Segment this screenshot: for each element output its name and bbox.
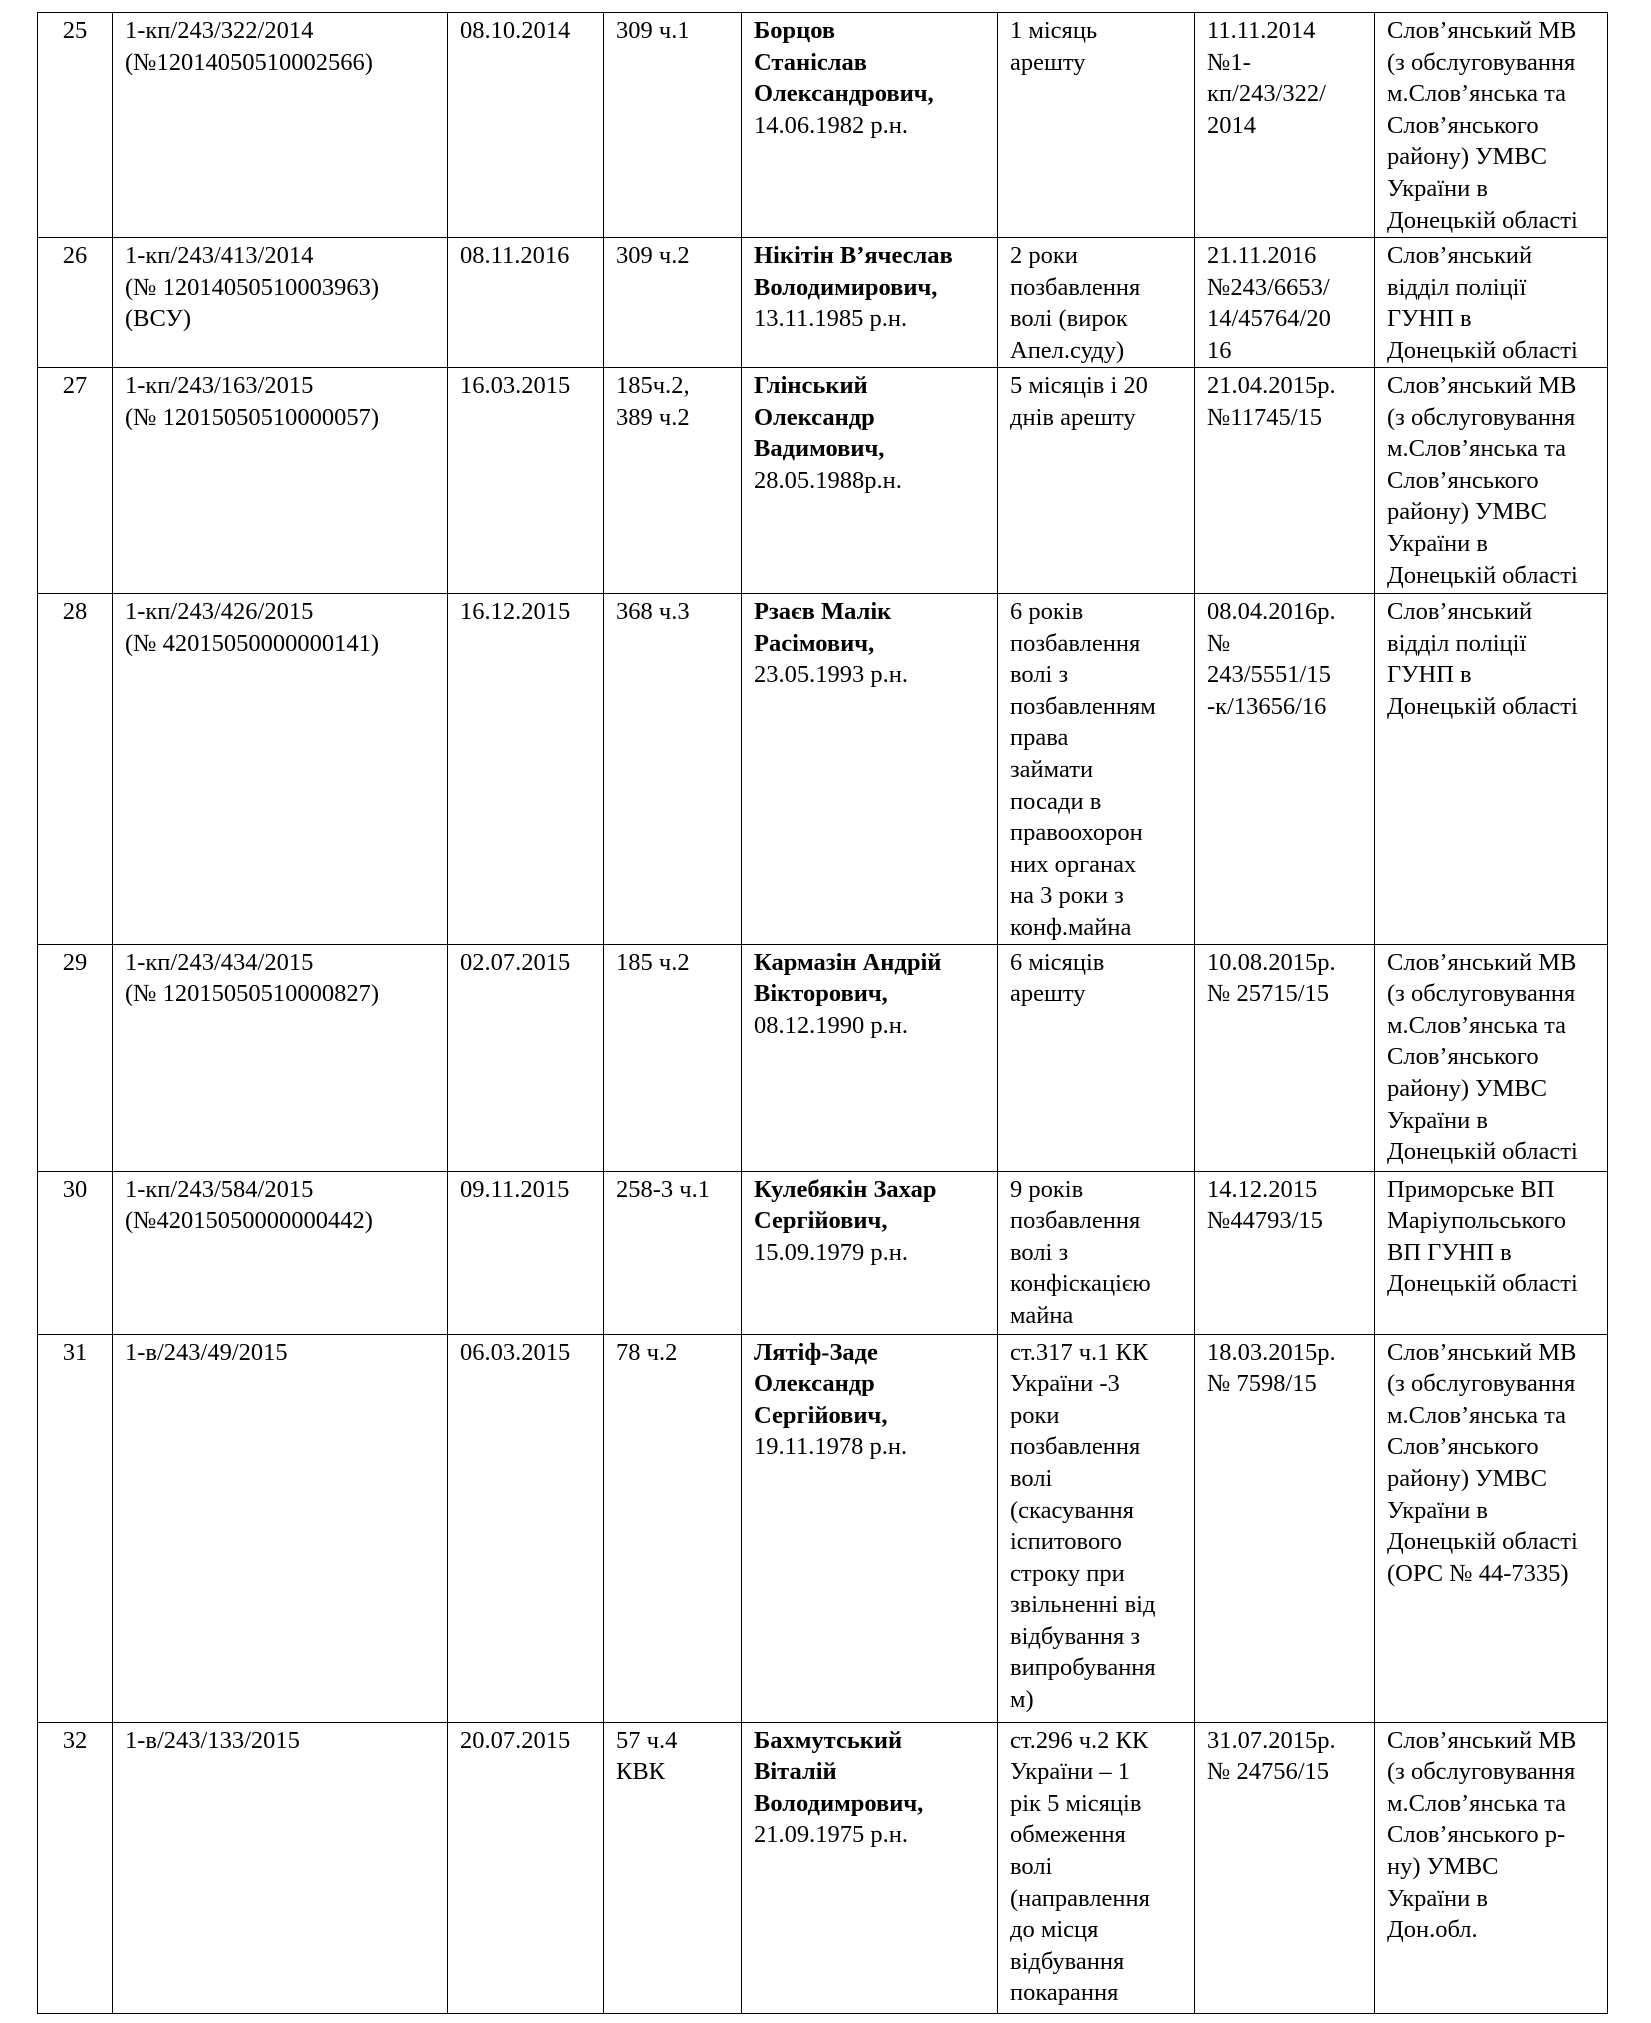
row-number: 28 [38, 594, 113, 945]
birth-date: 28.05.1988р.н. [754, 466, 902, 494]
sentence-line: позбавленням [1010, 692, 1156, 720]
sentence-line: 5 місяців і 20 [1010, 372, 1148, 399]
case-number-line: 1-кп/243/426/2015 [125, 598, 314, 625]
order-reference-line: 14.12.2015 [1207, 1175, 1318, 1203]
police-body-line: Слов’янський [1387, 598, 1533, 625]
defendant-name [742, 1171, 998, 1334]
order-reference-line: № 7598/15 [1207, 1370, 1317, 1398]
article-line: 57 ч.4 [616, 1726, 678, 1754]
defendant-name-line: Бахмутський [754, 1726, 903, 1754]
defendant-name-line: Олександр [754, 1370, 875, 1398]
police-body [1375, 1171, 1608, 1334]
defendant-name-line: Сергійович, [754, 1401, 888, 1429]
police-body [1375, 944, 1608, 1171]
sentence-line: м) [1010, 1686, 1034, 1714]
police-body-line: ГУНП в [1387, 305, 1472, 333]
cases-table [37, 12, 1608, 2014]
article-line: 258-3 ч.1 [616, 1175, 710, 1203]
sentence-line: (направлення [1010, 1884, 1150, 1912]
order-reference-line: 18.03.2015р. [1207, 1338, 1336, 1366]
birth-date: 15.09.1979 р.н. [754, 1238, 908, 1266]
sentence-line: 2 роки [1010, 242, 1078, 269]
police-body-line: Слов’янського [1387, 111, 1539, 139]
table-row [38, 1334, 1608, 1722]
police-body-line: відділ поліції [1387, 629, 1527, 657]
police-body-line: м.Слов’янська та [1387, 1401, 1567, 1429]
police-body-line: Слов’янський МВ [1387, 948, 1577, 976]
order-reference-line: 2014 [1207, 111, 1256, 139]
table-row [38, 1722, 1608, 2013]
defendant-name [742, 1722, 998, 2013]
police-body-line: Слов’янського [1387, 466, 1539, 494]
defendant-name-line: Володимрович, [754, 1789, 924, 1817]
sentence-line: волі [1010, 1464, 1053, 1492]
case-number [113, 238, 448, 368]
defendant-name [742, 238, 998, 368]
table-row [38, 238, 1608, 368]
order-reference-line: 16 [1207, 336, 1232, 364]
sentence-line: позбавлення [1010, 629, 1141, 657]
police-body-line: ГУНП в [1387, 661, 1472, 689]
article [604, 368, 742, 594]
sentence-line: рік 5 місяців [1010, 1789, 1142, 1817]
article-line: 78 ч.2 [616, 1338, 678, 1366]
article-line: 309 ч.1 [616, 17, 690, 44]
row-number: 31 [38, 1334, 113, 1722]
birth-date: 13.11.1985 р.н. [754, 305, 908, 333]
police-body [1375, 1722, 1608, 2013]
verdict-date: 16.12.2015 [448, 594, 604, 945]
police-body-line: району) УМВС [1387, 1464, 1547, 1492]
police-body-line: відділ поліції [1387, 273, 1527, 301]
police-body [1375, 1334, 1608, 1722]
sentence-line: до місця [1010, 1916, 1099, 1944]
case-number-line: (№ 12015050510000057) [125, 403, 380, 431]
police-body-line: (з обслуговування [1387, 980, 1576, 1008]
police-body-line: Слов’янського [1387, 1043, 1539, 1071]
police-body-line: України в [1387, 1884, 1488, 1912]
article [604, 238, 742, 368]
police-body-line: ну) УМВС [1387, 1852, 1499, 1880]
sentence-line: відбування з [1010, 1622, 1141, 1650]
row-number: 26 [38, 238, 113, 368]
defendant-name [742, 594, 998, 945]
article-line: 185ч.2, [616, 372, 690, 399]
sentence [998, 1171, 1195, 1334]
police-body-line: Слов’янський МВ [1387, 1338, 1577, 1366]
article [604, 944, 742, 1171]
defendant-name-line: Станіслав [754, 48, 867, 76]
article-line: 185 ч.2 [616, 948, 690, 976]
order-reference-line: 243/5551/15 [1207, 661, 1331, 689]
police-body-line: Донецькій області [1387, 336, 1578, 364]
article-line: 309 ч.2 [616, 242, 690, 269]
order-reference [1195, 1722, 1375, 2013]
police-body [1375, 368, 1608, 594]
police-body-line: (ОРС № 44-7335) [1387, 1559, 1569, 1587]
sentence-line: на 3 роки з [1010, 882, 1124, 910]
verdict-date: 08.10.2014 [448, 13, 604, 238]
article [604, 1722, 742, 2013]
sentence [998, 594, 1195, 945]
order-reference [1195, 1334, 1375, 1722]
case-number [113, 944, 448, 1171]
case-number [113, 1171, 448, 1334]
sentence-line: права [1010, 724, 1069, 752]
birth-date: 23.05.1993 р.н. [754, 661, 908, 689]
sentence-line: ст.317 ч.1 КК [1010, 1338, 1149, 1366]
defendant-name [742, 13, 998, 238]
police-body-line: Донецькій області [1387, 692, 1578, 720]
order-reference-line: 21.04.2015р. [1207, 372, 1336, 399]
case-number-line: 1-в/243/49/2015 [125, 1338, 288, 1366]
sentence [998, 238, 1195, 368]
police-body-line: України в [1387, 1496, 1488, 1524]
sentence [998, 368, 1195, 594]
order-reference-line: 11.11.2014 [1207, 17, 1316, 44]
case-number-line: (№ 12015050510000827) [125, 980, 380, 1008]
birth-date: 14.06.1982 р.н. [754, 111, 908, 139]
sentence-line: ст.296 ч.2 КК [1010, 1726, 1149, 1754]
police-body-line: м.Слов’янська та [1387, 80, 1567, 108]
defendant-name-line: Нікітін В’ячеслав [754, 242, 953, 269]
case-number-line: 1-кп/243/584/2015 [125, 1175, 314, 1203]
order-reference-line: 21.11.2016 [1207, 242, 1317, 269]
case-number-line: 1-кп/243/322/2014 [125, 17, 314, 44]
police-body-line: Донецькій області [1387, 206, 1578, 234]
case-number [113, 1334, 448, 1722]
case-number [113, 368, 448, 594]
article-line: КВК [616, 1758, 666, 1786]
police-body-line: Донецькій області [1387, 1528, 1578, 1556]
defendant-name [742, 1334, 998, 1722]
police-body-line: Приморське ВП [1387, 1175, 1555, 1203]
article [604, 13, 742, 238]
case-number-line: 1-кп/243/163/2015 [125, 372, 314, 399]
sentence-line: (скасування [1010, 1496, 1134, 1524]
sentence-line: строку при [1010, 1559, 1125, 1587]
police-body [1375, 238, 1608, 368]
sentence-line: позбавлення [1010, 273, 1141, 301]
case-number-line: 1-кп/243/413/2014 [125, 242, 314, 269]
sentence-line: іспитового [1010, 1528, 1122, 1556]
defendant-name-line: Олександр [754, 403, 875, 431]
defendant-name [742, 368, 998, 594]
verdict-date: 16.03.2015 [448, 368, 604, 594]
article-line: 389 ч.2 [616, 403, 690, 431]
sentence [998, 13, 1195, 238]
police-body-line: України в [1387, 174, 1488, 202]
police-body-line: Дон.обл. [1387, 1916, 1478, 1944]
sentence-line: волі (вирок [1010, 305, 1128, 333]
case-number [113, 594, 448, 945]
police-body-line: Донецькій області [1387, 561, 1578, 589]
defendant-name-line: Сергійович, [754, 1207, 888, 1235]
verdict-date: 20.07.2015 [448, 1722, 604, 2013]
police-body-line: ВП ГУНП в [1387, 1238, 1512, 1266]
police-body-line: району) УМВС [1387, 143, 1547, 171]
police-body-line: (з обслуговування [1387, 1758, 1576, 1786]
sentence-line: правоохорон [1010, 819, 1143, 847]
sentence [998, 1334, 1195, 1722]
order-reference-line: 14/45764/20 [1207, 305, 1331, 333]
police-body [1375, 594, 1608, 945]
row-number: 25 [38, 13, 113, 238]
police-body-line: Слов’янський [1387, 242, 1533, 269]
table-row [38, 13, 1608, 238]
police-body-line: м.Слов’янська та [1387, 1011, 1567, 1039]
defendant-name-line: Олександрович, [754, 80, 934, 108]
sentence-line: 9 років [1010, 1175, 1084, 1203]
police-body-line: Слов’янського [1387, 1433, 1539, 1461]
police-body [1375, 13, 1608, 238]
order-reference [1195, 1171, 1375, 1334]
sentence-line: посади в [1010, 787, 1102, 815]
case-number-line: (№42015050000000442) [125, 1207, 373, 1235]
table-row [38, 594, 1608, 945]
verdict-date: 06.03.2015 [448, 1334, 604, 1722]
birth-date: 08.12.1990 р.н. [754, 1011, 908, 1039]
case-number-line: (ВСУ) [125, 305, 192, 333]
order-reference-line: 31.07.2015р. [1207, 1726, 1336, 1754]
verdict-date: 09.11.2015 [448, 1171, 604, 1334]
police-body-line: Слов’янський МВ [1387, 372, 1577, 399]
case-number-line: (№12014050510002566) [125, 48, 373, 76]
police-body-line: Слов’янський МВ [1387, 1726, 1577, 1754]
order-reference-line: № [1207, 629, 1231, 657]
birth-date: 21.09.1975 р.н. [754, 1821, 908, 1849]
defendant-name-line: Глінський [754, 372, 868, 399]
defendant-name-line: Лятіф-Заде [754, 1338, 878, 1366]
sentence-line: України -3 [1010, 1370, 1120, 1398]
sentence-line: Апел.суду) [1010, 336, 1125, 364]
case-number-line: 1-в/243/133/2015 [125, 1726, 300, 1754]
row-number: 32 [38, 1722, 113, 2013]
police-body-line: Донецькій області [1387, 1270, 1578, 1298]
sentence-line: позбавлення [1010, 1433, 1141, 1461]
sentence [998, 944, 1195, 1171]
police-body-line: м.Слов’янська та [1387, 1789, 1567, 1817]
defendant-name-line: Володимирович, [754, 273, 938, 301]
row-number: 30 [38, 1171, 113, 1334]
order-reference-line: 10.08.2015р. [1207, 948, 1336, 976]
police-body-line: району) УМВС [1387, 1074, 1547, 1102]
defendant-name-line: Віталій [754, 1758, 837, 1786]
order-reference-line: №243/6653/ [1207, 273, 1330, 301]
sentence-line: відбування [1010, 1947, 1125, 1975]
police-body-line: (з обслуговування [1387, 403, 1576, 431]
order-reference [1195, 238, 1375, 368]
sentence-line: займати [1010, 755, 1094, 783]
sentence-line: волі з [1010, 661, 1069, 689]
article [604, 594, 742, 945]
article [604, 1171, 742, 1334]
police-body-line: (з обслуговування [1387, 48, 1576, 76]
table-row [38, 368, 1608, 594]
sentence-line: волі [1010, 1852, 1053, 1880]
sentence-line: волі з [1010, 1238, 1069, 1266]
police-body-line: Донецькій області [1387, 1138, 1578, 1166]
document-page [37, 12, 1608, 2014]
table-row [38, 944, 1608, 1171]
table-row [38, 1171, 1608, 1334]
defendant-name-line: Рзаєв Малік [754, 598, 892, 625]
police-body-line: Маріупольського [1387, 1207, 1567, 1235]
sentence-line: конф.майна [1010, 913, 1132, 941]
sentence-line: арешту [1010, 48, 1086, 76]
sentence-line: України – 1 [1010, 1758, 1130, 1786]
order-reference-line: 08.04.2016р. [1207, 598, 1336, 625]
defendant-name [742, 944, 998, 1171]
sentence-line: конфіскацією [1010, 1270, 1151, 1298]
order-reference-line: №44793/15 [1207, 1207, 1323, 1235]
sentence-line: майна [1010, 1301, 1074, 1329]
order-reference-line: № 25715/15 [1207, 980, 1330, 1008]
sentence-line: 1 місяць [1010, 17, 1098, 44]
row-number: 29 [38, 944, 113, 1171]
police-body-line: України в [1387, 1106, 1488, 1134]
sentence-line: арешту [1010, 980, 1086, 1008]
article-line: 368 ч.3 [616, 598, 690, 625]
sentence-line: 6 місяців [1010, 948, 1105, 976]
case-number-line: (№ 42015050000000141) [125, 629, 380, 657]
sentence-line: обмеження [1010, 1821, 1126, 1849]
defendant-name-line: Кулебякін Захар [754, 1175, 937, 1203]
order-reference [1195, 13, 1375, 238]
verdict-date: 08.11.2016 [448, 238, 604, 368]
order-reference-line: № 24756/15 [1207, 1758, 1330, 1786]
police-body-line: м.Слов’янська та [1387, 435, 1567, 463]
case-number-line: 1-кп/243/434/2015 [125, 948, 314, 976]
row-number: 27 [38, 368, 113, 594]
order-reference-line: №11745/15 [1207, 403, 1323, 431]
order-reference-line: кп/243/322/ [1207, 80, 1326, 108]
police-body-line: Слов’янського р- [1387, 1821, 1566, 1849]
sentence-line: 6 років [1010, 598, 1084, 625]
defendant-name-line: Вікторович, [754, 980, 888, 1008]
sentence-line: покарання [1010, 1979, 1119, 2007]
sentence [998, 1722, 1195, 2013]
police-body-line: (з обслуговування [1387, 1370, 1576, 1398]
order-reference [1195, 368, 1375, 594]
sentence-line: роки [1010, 1401, 1060, 1429]
police-body-line: України в [1387, 529, 1488, 557]
defendant-name-line: Кармазін Андрій [754, 948, 942, 976]
sentence-line: них органах [1010, 850, 1137, 878]
defendant-name-line: Борцов [754, 17, 836, 44]
defendant-name-line: Вадимович, [754, 435, 885, 463]
sentence-line: звільненні від [1010, 1591, 1156, 1619]
defendant-name-line: Расімович, [754, 629, 875, 657]
table-body [38, 13, 1608, 2014]
police-body-line: району) УМВС [1387, 498, 1547, 526]
article [604, 1334, 742, 1722]
sentence-line: випробування [1010, 1654, 1156, 1682]
order-reference [1195, 944, 1375, 1171]
sentence-line: днів арешту [1010, 403, 1136, 431]
order-reference-line: -к/13656/16 [1207, 692, 1327, 720]
case-number [113, 1722, 448, 2013]
police-body-line: Слов’янський МВ [1387, 17, 1577, 44]
verdict-date: 02.07.2015 [448, 944, 604, 1171]
sentence-line: позбавлення [1010, 1207, 1141, 1235]
case-number [113, 13, 448, 238]
case-number-line: (№ 12014050510003963) [125, 273, 380, 301]
birth-date: 19.11.1978 р.н. [754, 1433, 908, 1461]
order-reference [1195, 594, 1375, 945]
order-reference-line: №1- [1207, 48, 1251, 76]
